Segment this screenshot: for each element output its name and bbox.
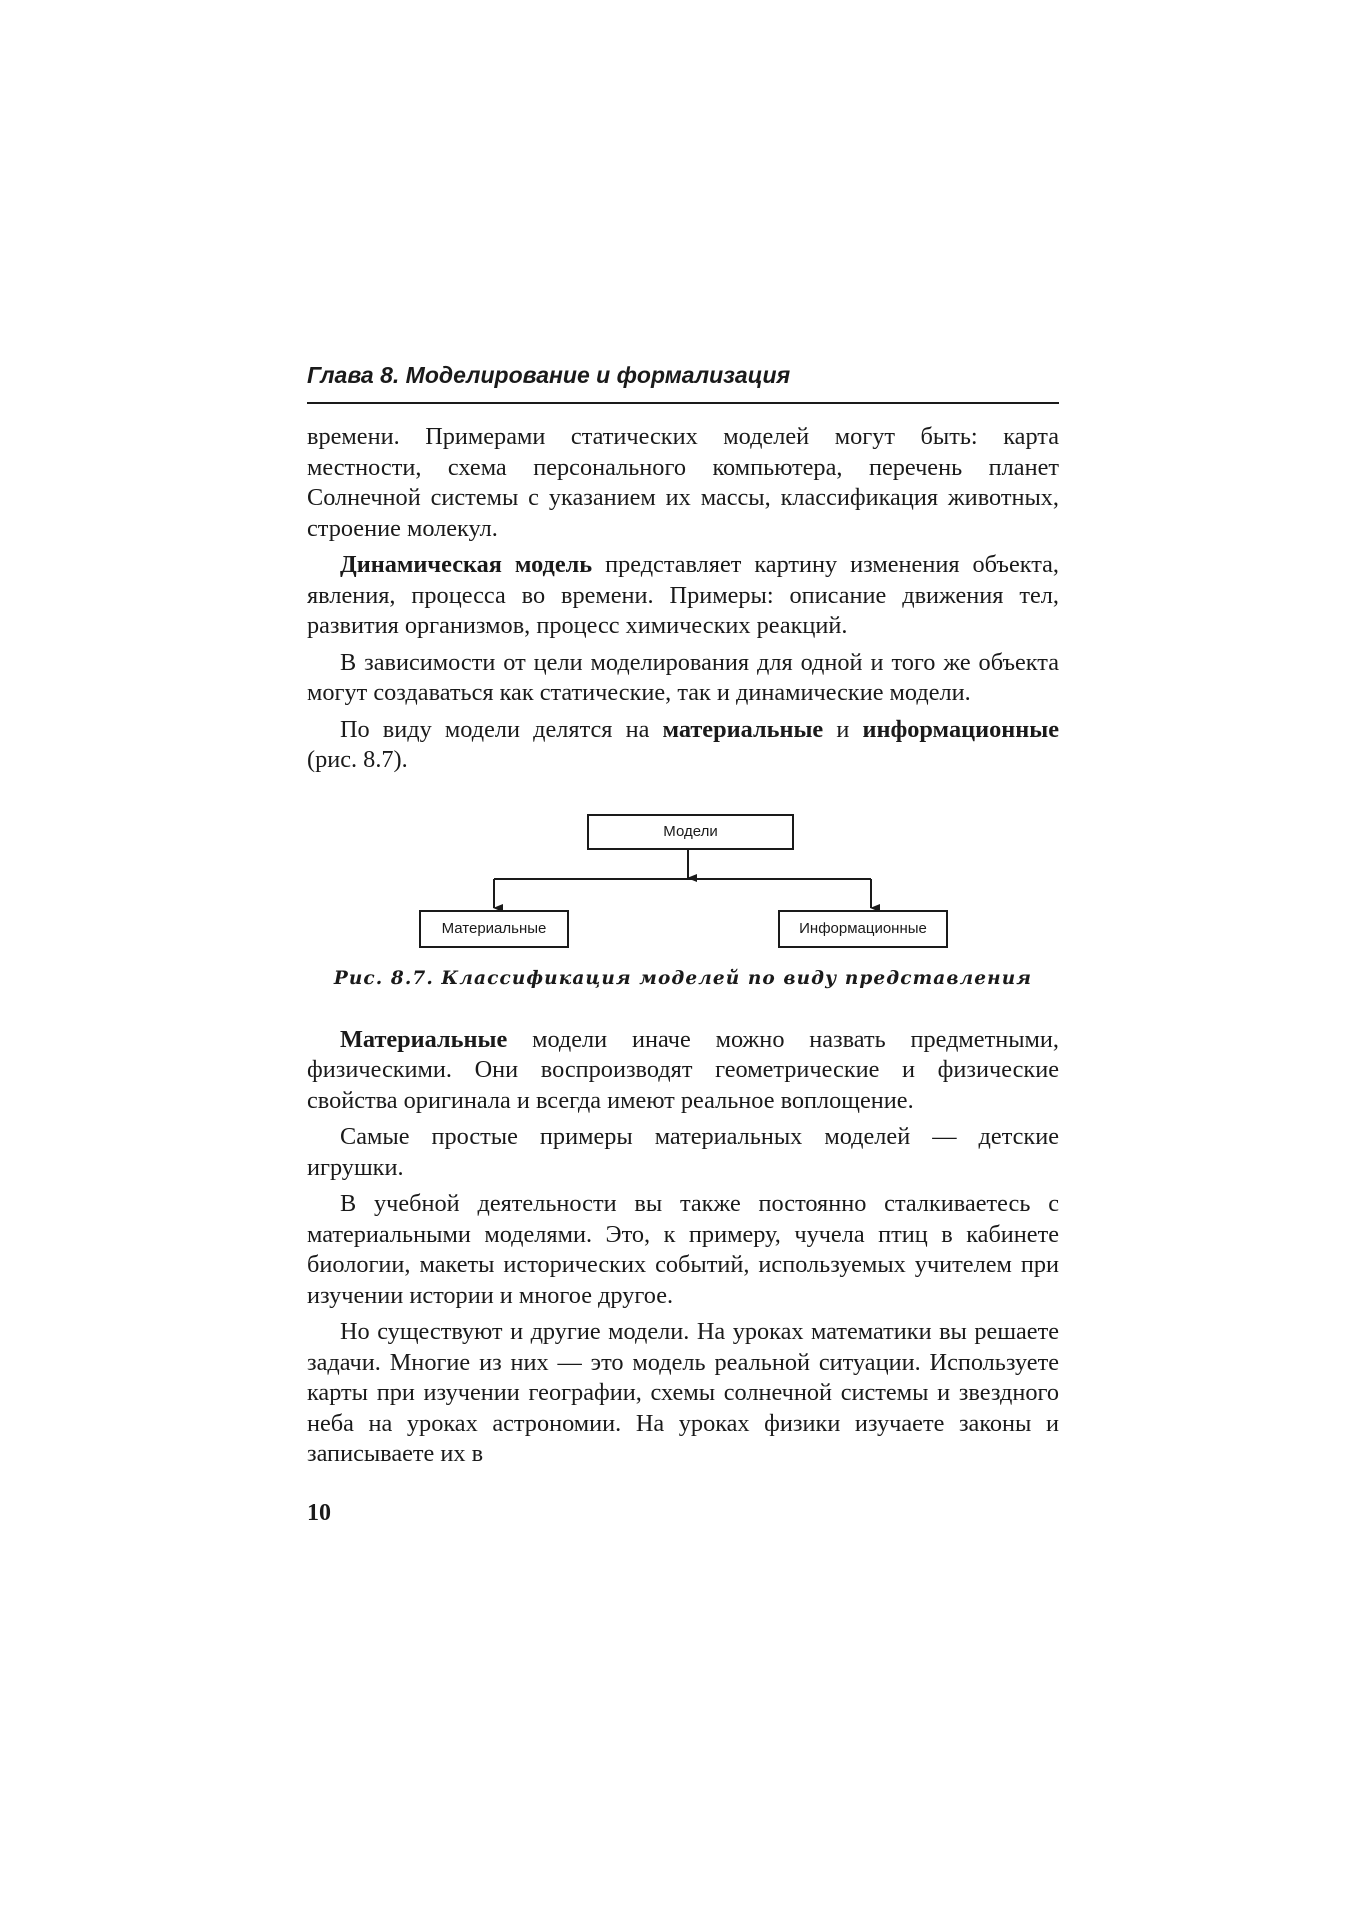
paragraph-text: представляет картину изменения объекта, явления, процесса во времени. Примеры: описание движения тел, развития организмов, процесс химических реакций. — [307, 551, 1059, 639]
paragraph-text: времени. Примерами статических моделей могут быть: карта местности, схема персонального компьютера, перечень планет Солнечной системы с указанием их массы, классификация животных, строение молекул. — [307, 423, 1059, 542]
paragraph-text: Самые простые примеры материальных моделей — детские игрушки. — [307, 1123, 1059, 1181]
paragraph-text: Но существуют и другие модели. На уроках математики вы решаете задачи. Многие из них — это модель реальной ситуации. Используете карты при изучении географии, схемы солнечной системы и звездного неба на уроках астрономии. На уроках физики изучаете законы и записываете их в — [307, 1318, 1059, 1467]
book-page — [307, 360, 1059, 1527]
paragraph-text: В зависимости от цели моделирования для одной и того же объекта могут создаваться как статические, так и динамические модели. — [307, 648, 1059, 706]
paragraph-text: и — [823, 715, 863, 743]
paragraph-goal-dependency — [307, 648, 1059, 709]
node-material: Материальные — [419, 910, 569, 948]
term-dynamic-model: Динамическая модель — [340, 551, 593, 578]
paragraph-toys — [307, 1122, 1059, 1183]
node-informational: Информационные — [778, 910, 948, 948]
paragraph-text: модели иначе можно назвать предметными, физическими. Они воспроизводят геометрические и физические свойства оригинала и всегда имеют реальное воплощение. — [307, 1025, 1059, 1114]
paragraph-model-types — [307, 715, 1059, 776]
paragraph-learning — [307, 1189, 1059, 1311]
paragraph-text: По виду модели делятся на — [340, 715, 663, 743]
paragraph-material-models — [307, 1025, 1059, 1117]
paragraph-other-models — [307, 1317, 1059, 1470]
term-material: материальные — [662, 715, 824, 743]
figure-model-classification — [307, 814, 1059, 937]
term-material-models: Материальные — [340, 1025, 508, 1053]
paragraph-text: В учебной деятельности вы также постоянно сталкиваетесь с материальными моделями. Это, к примеру, чучела птиц в кабинете биологии, макеты исторических событий, используемых учителем при изучении истории и многое другое. — [307, 1190, 1059, 1309]
node-models: Модели — [587, 814, 794, 850]
term-informational: информационные — [862, 715, 1059, 743]
paragraph-text: (рис. 8.7). — [307, 746, 408, 773]
figure-caption: Рис. 8.7. Классификация моделей по виду представления — [333, 967, 1033, 989]
paragraph-static-models — [307, 422, 1059, 544]
page-number: 10 — [307, 1499, 331, 1526]
running-head: Глава 8. Моделирование и формализация — [307, 360, 1059, 404]
paragraph-dynamic-model — [307, 550, 1059, 642]
